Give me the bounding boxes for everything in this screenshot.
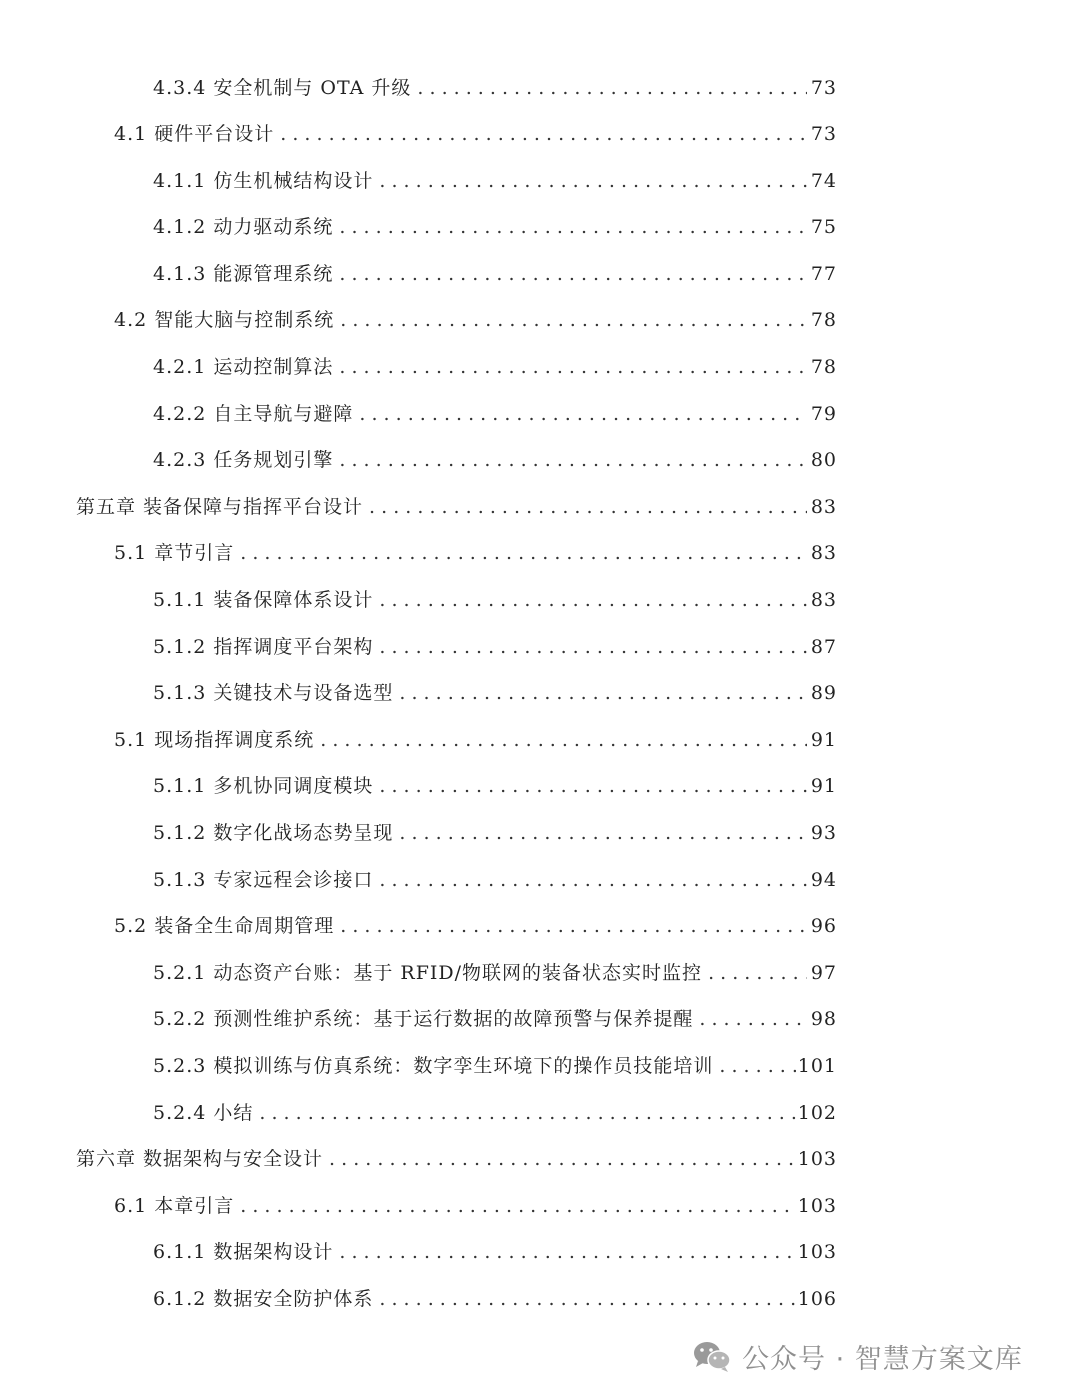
dot-leader — [399, 819, 807, 847]
toc-page-number: 74 — [810, 170, 837, 192]
toc-entry[interactable] — [153, 213, 837, 241]
toc-page-number: 94 — [810, 869, 837, 891]
toc-page-number: 101 — [797, 1055, 837, 1077]
toc-entry-label: 5.1.3 专家远程会诊接口 — [153, 869, 374, 891]
toc-entry[interactable] — [76, 1145, 837, 1173]
dot-leader — [320, 726, 807, 754]
dot-leader — [339, 353, 807, 381]
toc-page-number: 106 — [797, 1288, 837, 1310]
dot-leader — [379, 866, 807, 894]
dot-leader — [259, 1099, 795, 1127]
toc-page-number: 89 — [810, 682, 837, 704]
toc-entry[interactable] — [153, 866, 837, 894]
toc-entry[interactable] — [153, 1238, 837, 1266]
toc-entry[interactable] — [153, 1005, 837, 1033]
toc-entry-label: 5.2.3 模拟训练与仿真系统：数字孪生环境下的操作员技能培训 — [153, 1055, 714, 1077]
dot-leader — [240, 539, 807, 567]
toc-entry-label: 5.2.4 小结 — [153, 1102, 254, 1124]
toc-entry[interactable] — [153, 679, 837, 707]
toc-entry-label: 4.1.1 仿生机械结构设计 — [153, 170, 374, 192]
toc-entry-label: 5.2.2 预测性维护系统：基于运行数据的故障预警与保养提醒 — [153, 1008, 694, 1030]
dot-leader — [369, 493, 807, 521]
toc-entry-label: 6.1.1 数据架构设计 — [153, 1241, 334, 1263]
toc-entry-label: 第六章 数据架构与安全设计 — [76, 1148, 324, 1170]
toc-entry[interactable] — [114, 912, 837, 940]
toc-page-number: 73 — [810, 123, 837, 145]
toc-entry[interactable] — [114, 306, 837, 334]
dot-leader — [339, 1238, 795, 1266]
toc-entry[interactable] — [114, 120, 837, 148]
watermark — [692, 1334, 1023, 1378]
dot-leader — [329, 1145, 796, 1173]
toc-entry-label: 5.1.1 多机协同调度模块 — [153, 775, 374, 797]
toc-page-number: 75 — [810, 216, 837, 238]
toc-page-number: 87 — [810, 636, 837, 658]
toc-page-number: 79 — [810, 403, 837, 425]
dot-leader — [359, 400, 807, 428]
dot-leader — [699, 1005, 807, 1033]
toc-entry-label: 6.1 本章引言 — [114, 1195, 235, 1217]
toc-entry[interactable] — [153, 400, 837, 428]
dot-leader — [339, 260, 807, 288]
toc-entry[interactable] — [114, 1192, 837, 1220]
toc-entry[interactable] — [76, 493, 837, 521]
wechat-icon — [692, 1339, 732, 1373]
dot-leader — [280, 120, 807, 148]
toc-entry-label: 5.1.2 数字化战场态势呈现 — [153, 822, 394, 844]
dot-leader — [719, 1052, 795, 1080]
toc-entry-label: 5.2 装备全生命周期管理 — [114, 915, 335, 937]
dot-leader — [339, 213, 807, 241]
toc-page-number: 91 — [810, 729, 837, 751]
toc-entry-label: 5.1.2 指挥调度平台架构 — [153, 636, 374, 658]
toc-entry[interactable] — [153, 959, 837, 987]
dot-leader — [240, 1192, 795, 1220]
toc-entry[interactable] — [153, 772, 837, 800]
dot-leader — [399, 679, 807, 707]
toc-entry-label: 4.2.1 运动控制算法 — [153, 356, 334, 378]
toc-page-number: 91 — [810, 775, 837, 797]
dot-leader — [379, 1285, 795, 1313]
toc-entry-label: 4.1 硬件平台设计 — [114, 123, 275, 145]
toc-entry[interactable] — [153, 819, 837, 847]
toc-entry-label: 5.1 现场指挥调度系统 — [114, 729, 315, 751]
toc-entry[interactable] — [153, 167, 837, 195]
toc-entry[interactable] — [153, 260, 837, 288]
toc-page-number: 80 — [810, 449, 837, 471]
dot-leader — [379, 772, 807, 800]
toc-entry-label: 4.1.3 能源管理系统 — [153, 263, 334, 285]
toc-entry-label: 第五章 装备保障与指挥平台设计 — [76, 496, 364, 518]
toc-entry[interactable] — [114, 726, 837, 754]
toc-entry-label: 5.1.3 关键技术与设备选型 — [153, 682, 394, 704]
toc-entry[interactable] — [153, 586, 837, 614]
toc-entry-label: 6.1.2 数据安全防护体系 — [153, 1288, 374, 1310]
dot-leader — [340, 306, 807, 334]
toc-entry-label: 4.2.2 自主导航与避障 — [153, 403, 354, 425]
toc-entry[interactable] — [153, 446, 837, 474]
toc-page-number: 93 — [810, 822, 837, 844]
toc-entry[interactable] — [153, 74, 837, 102]
toc-entry-label: 4.1.2 动力驱动系统 — [153, 216, 334, 238]
dot-leader — [379, 633, 807, 661]
dot-leader — [379, 586, 807, 614]
toc-entry[interactable] — [153, 1052, 837, 1080]
toc-entry[interactable] — [114, 539, 837, 567]
toc-page-number: 78 — [810, 309, 837, 331]
toc-entry-label: 4.2 智能大脑与控制系统 — [114, 309, 335, 331]
toc-page-number: 96 — [810, 915, 837, 937]
toc-entry[interactable] — [153, 1285, 837, 1313]
toc-page-number: 83 — [810, 496, 837, 518]
toc-entry[interactable] — [153, 1099, 837, 1127]
dot-leader — [340, 912, 807, 940]
toc-entry-label: 4.2.3 任务规划引擎 — [153, 449, 334, 471]
toc-page-number: 102 — [797, 1102, 837, 1124]
toc-page-number: 103 — [797, 1241, 837, 1263]
toc-page-number: 83 — [810, 542, 837, 564]
dot-leader — [379, 167, 807, 195]
toc-entry-label: 5.1 章节引言 — [114, 542, 235, 564]
toc-page-number: 73 — [810, 77, 837, 99]
toc-page-number: 103 — [797, 1195, 837, 1217]
toc-page-number: 98 — [810, 1008, 837, 1030]
toc-entry[interactable] — [153, 633, 837, 661]
toc-page-number: 97 — [810, 962, 837, 984]
toc-entry[interactable] — [153, 353, 837, 381]
toc-entry-label: 4.3.4 安全机制与 OTA 升级 — [153, 77, 412, 99]
toc-page-number: 78 — [810, 356, 837, 378]
toc-entry-label: 5.2.1 动态资产台账：基于 RFID/物联网的装备状态实时监控 — [153, 962, 703, 984]
watermark-text: 公众号 · 智慧方案文库 — [742, 1343, 1023, 1375]
dot-leader — [417, 74, 807, 102]
toc-page-number: 103 — [797, 1148, 837, 1170]
toc-page-number: 77 — [810, 263, 837, 285]
dot-leader — [339, 446, 807, 474]
toc-page-number: 83 — [810, 589, 837, 611]
dot-leader — [708, 959, 807, 987]
toc-entry-label: 5.1.1 装备保障体系设计 — [153, 589, 374, 611]
